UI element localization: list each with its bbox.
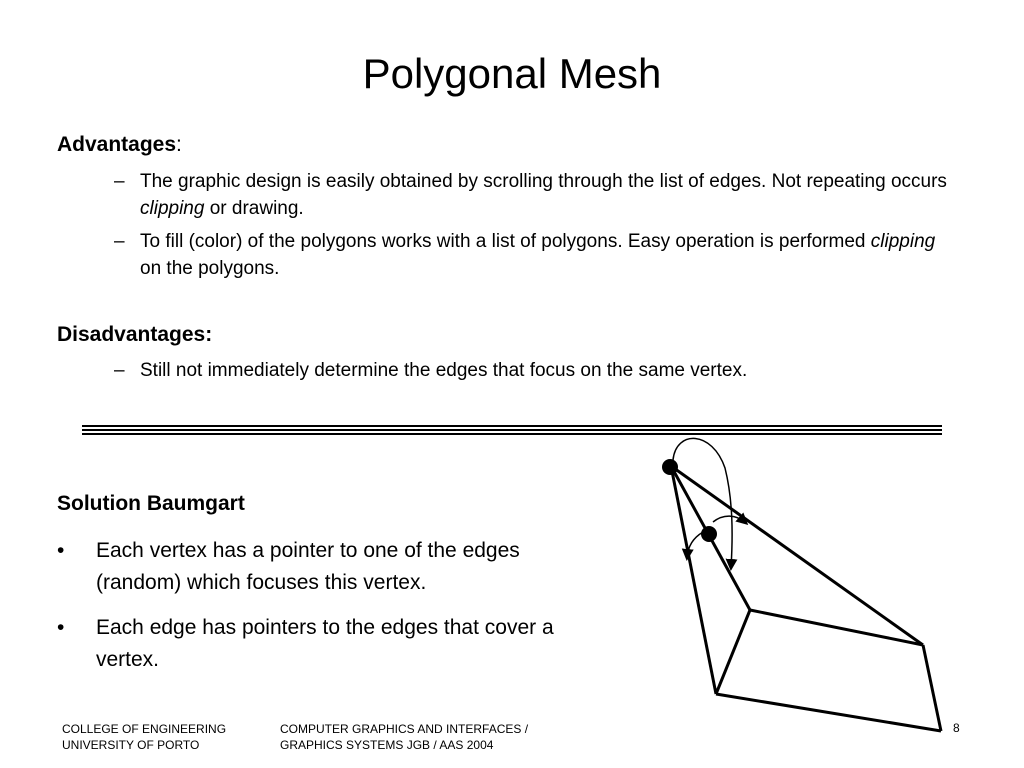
page-number: 8: [953, 721, 960, 735]
disadvantages-label: Disadvantages:: [57, 323, 213, 346]
solution-bullet-2: Each edge has pointers to the edges that cover a vertex.: [96, 616, 554, 671]
advantage-item-1-tail: or drawing.: [204, 198, 304, 219]
mesh-edge: [716, 694, 941, 731]
solution-bullet-1: Each vertex has a pointer to one of the edges (random) which focuses this vertex.: [96, 539, 520, 594]
pointer-arrows: [673, 438, 746, 568]
advantages-colon: :: [176, 133, 182, 156]
mesh-edges: [671, 466, 941, 731]
advantage-item-2-emphasis: clipping: [870, 231, 936, 252]
advantage-item-1-text: The graphic design is easily obtained by scrolling through the list of edges. Not repeating occurs: [140, 171, 947, 192]
bullet-mark: •: [57, 539, 65, 562]
bullet-mark: •: [57, 616, 65, 639]
mesh-edge: [671, 466, 716, 694]
advantage-item-1-emphasis: clipping: [140, 198, 205, 219]
slide-title: Polygonal Mesh: [362, 50, 662, 97]
solution-heading: Solution Baumgart: [57, 492, 245, 515]
disadvantage-item-1: Still not immediately determine the edges that focus on the same vertex.: [140, 360, 748, 381]
advantages-label: Advantages: [57, 133, 177, 156]
footer-institution: COLLEGE OF ENGINEERING UNIVERSITY OF PORTO: [62, 722, 227, 752]
mesh-edge: [716, 610, 750, 694]
footer-course: COMPUTER GRAPHICS AND INTERFACES / GRAPHICS SYSTEMS JGB / AAS 2004: [280, 722, 529, 752]
dash-bullet: –: [114, 360, 125, 381]
vertex-dot: [662, 459, 678, 475]
vertex-dot: [701, 526, 717, 542]
dash-bullet: –: [114, 171, 125, 192]
advantage-item-2-text: To fill (color) of the polygons works with a list of polygons. Easy operation is performed: [140, 231, 871, 252]
advantage-item-2-tail: on the polygons.: [140, 258, 280, 279]
mesh-edge: [923, 645, 941, 731]
dash-bullet: –: [114, 231, 125, 252]
